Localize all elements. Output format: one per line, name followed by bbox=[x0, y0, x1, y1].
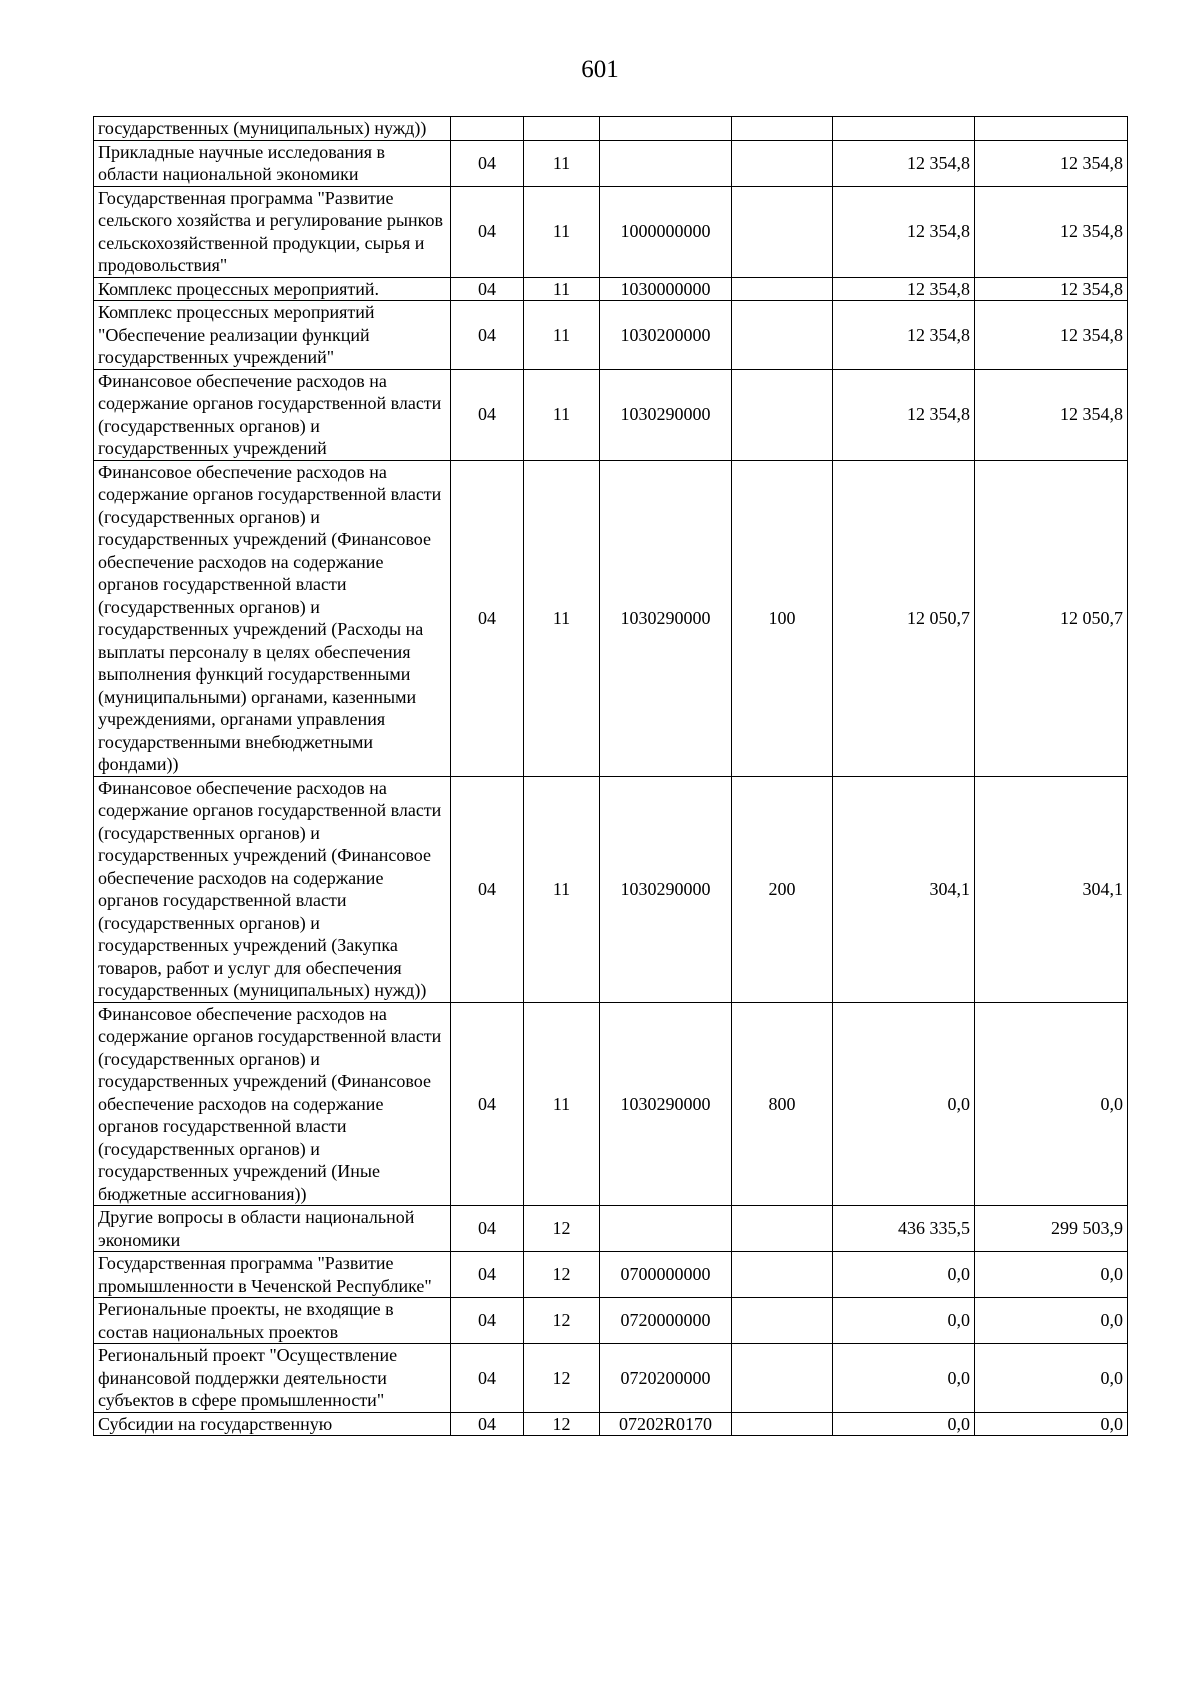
cell-target-article bbox=[600, 140, 732, 186]
cell-expense-type bbox=[732, 301, 833, 370]
table-row bbox=[94, 1298, 1128, 1344]
cell-section: 04 bbox=[451, 186, 524, 277]
cell-name: Региональный проект "Осуществление финансовой поддержки деятельности субъектов в сфере промышленности" bbox=[94, 1344, 451, 1413]
cell-amount-2: 12 354,8 bbox=[975, 301, 1128, 370]
cell-target-article: 1030290000 bbox=[600, 369, 732, 460]
cell-amount-1: 436 335,5 bbox=[833, 1206, 975, 1252]
cell-target-article: 0720000000 bbox=[600, 1298, 732, 1344]
cell-amount-1: 304,1 bbox=[833, 776, 975, 1002]
cell-expense-type bbox=[732, 186, 833, 277]
cell-section bbox=[451, 117, 524, 141]
cell-expense-type: 200 bbox=[732, 776, 833, 1002]
table-row bbox=[94, 1252, 1128, 1298]
cell-subsection: 11 bbox=[524, 1002, 600, 1206]
cell-section: 04 bbox=[451, 776, 524, 1002]
cell-name: Комплекс процессных мероприятий. bbox=[94, 277, 451, 301]
cell-amount-1: 12 354,8 bbox=[833, 186, 975, 277]
cell-section: 04 bbox=[451, 1298, 524, 1344]
cell-amount-2: 0,0 bbox=[975, 1002, 1128, 1206]
cell-target-article: 1030290000 bbox=[600, 776, 732, 1002]
cell-target-article: 1030200000 bbox=[600, 301, 732, 370]
table-row bbox=[94, 1206, 1128, 1252]
cell-section: 04 bbox=[451, 140, 524, 186]
cell-subsection: 11 bbox=[524, 369, 600, 460]
cell-amount-1: 0,0 bbox=[833, 1252, 975, 1298]
cell-amount-1: 12 354,8 bbox=[833, 277, 975, 301]
cell-name: Финансовое обеспечение расходов на содержание органов государственной власти (государственных органов) и государственных учреждений (Финансовое обеспечение расходов на содержание органов государственной власти (государственных органов) и государственных учреждений (Расходы на выплаты персоналу в целях обеспечения выполнения функций государственными (муниципальными) органами, казенными учреждениями, органами управления государственными внебюджетными фондами)) bbox=[94, 460, 451, 776]
table-body bbox=[94, 117, 1128, 1436]
cell-subsection bbox=[524, 117, 600, 141]
cell-subsection: 11 bbox=[524, 460, 600, 776]
cell-target-article: 1030290000 bbox=[600, 460, 732, 776]
cell-subsection: 11 bbox=[524, 277, 600, 301]
cell-name: Региональные проекты, не входящие в состав национальных проектов bbox=[94, 1298, 451, 1344]
cell-expense-type bbox=[732, 1298, 833, 1344]
cell-name: Финансовое обеспечение расходов на содержание органов государственной власти (государственных органов) и государственных учреждений (Финансовое обеспечение расходов на содержание органов государственной власти (государственных органов) и государственных учреждений (Иные бюджетные ассигнования)) bbox=[94, 1002, 451, 1206]
cell-section: 04 bbox=[451, 1344, 524, 1413]
cell-name: Другие вопросы в области национальной экономики bbox=[94, 1206, 451, 1252]
cell-expense-type: 800 bbox=[732, 1002, 833, 1206]
cell-expense-type bbox=[732, 1252, 833, 1298]
table-row bbox=[94, 460, 1128, 776]
cell-name: Государственная программа "Развитие промышленности в Чеченской Республике" bbox=[94, 1252, 451, 1298]
cell-section: 04 bbox=[451, 1412, 524, 1436]
cell-amount-2: 304,1 bbox=[975, 776, 1128, 1002]
cell-expense-type: 100 bbox=[732, 460, 833, 776]
table-row bbox=[94, 369, 1128, 460]
budget-table bbox=[93, 116, 1128, 1436]
cell-expense-type bbox=[732, 1206, 833, 1252]
cell-amount-2: 12 354,8 bbox=[975, 369, 1128, 460]
cell-target-article: 1030000000 bbox=[600, 277, 732, 301]
cell-section: 04 bbox=[451, 301, 524, 370]
cell-amount-2: 0,0 bbox=[975, 1298, 1128, 1344]
table-row bbox=[94, 186, 1128, 277]
cell-target-article: 1030290000 bbox=[600, 1002, 732, 1206]
table-row bbox=[94, 776, 1128, 1002]
cell-amount-1: 0,0 bbox=[833, 1002, 975, 1206]
cell-section: 04 bbox=[451, 369, 524, 460]
table-row bbox=[94, 301, 1128, 370]
cell-expense-type bbox=[732, 140, 833, 186]
cell-name: Государственная программа "Развитие сельского хозяйства и регулирование рынков сельскохозяйственной продукции, сырья и продовольствия" bbox=[94, 186, 451, 277]
cell-target-article: 0700000000 bbox=[600, 1252, 732, 1298]
cell-target-article bbox=[600, 1206, 732, 1252]
cell-amount-1: 12 354,8 bbox=[833, 369, 975, 460]
cell-amount-1: 0,0 bbox=[833, 1344, 975, 1413]
cell-section: 04 bbox=[451, 1252, 524, 1298]
cell-name: Финансовое обеспечение расходов на содержание органов государственной власти (государственных органов) и государственных учреждений (Финансовое обеспечение расходов на содержание органов государственной власти (государственных органов) и государственных учреждений (Закупка товаров, работ и услуг для обеспечения государственных (муниципальных) нужд)) bbox=[94, 776, 451, 1002]
cell-subsection: 12 bbox=[524, 1252, 600, 1298]
table-row bbox=[94, 277, 1128, 301]
table-row bbox=[94, 140, 1128, 186]
cell-subsection: 12 bbox=[524, 1412, 600, 1436]
cell-amount-1: 0,0 bbox=[833, 1298, 975, 1344]
table-row bbox=[94, 117, 1128, 141]
page-number: 601 bbox=[581, 56, 619, 83]
cell-amount-1: 12 354,8 bbox=[833, 301, 975, 370]
cell-expense-type bbox=[732, 1344, 833, 1413]
cell-subsection: 12 bbox=[524, 1344, 600, 1413]
cell-subsection: 11 bbox=[524, 186, 600, 277]
cell-amount-2: 0,0 bbox=[975, 1344, 1128, 1413]
cell-amount-2: 12 354,8 bbox=[975, 277, 1128, 301]
cell-amount-2: 12 050,7 bbox=[975, 460, 1128, 776]
cell-expense-type bbox=[732, 1412, 833, 1436]
cell-name: государственных (муниципальных) нужд)) bbox=[94, 117, 451, 141]
cell-expense-type bbox=[732, 277, 833, 301]
cell-subsection: 11 bbox=[524, 140, 600, 186]
cell-target-article: 0720200000 bbox=[600, 1344, 732, 1413]
cell-amount-2: 0,0 bbox=[975, 1412, 1128, 1436]
cell-amount-2: 299 503,9 bbox=[975, 1206, 1128, 1252]
cell-section: 04 bbox=[451, 1206, 524, 1252]
cell-subsection: 12 bbox=[524, 1298, 600, 1344]
cell-subsection: 11 bbox=[524, 301, 600, 370]
cell-amount-1: 12 354,8 bbox=[833, 140, 975, 186]
cell-name: Финансовое обеспечение расходов на содержание органов государственной власти (государственных органов) и государственных учреждений bbox=[94, 369, 451, 460]
cell-amount-2: 12 354,8 bbox=[975, 186, 1128, 277]
cell-section: 04 bbox=[451, 460, 524, 776]
cell-amount-1 bbox=[833, 117, 975, 141]
cell-target-article bbox=[600, 117, 732, 141]
cell-subsection: 12 bbox=[524, 1206, 600, 1252]
cell-section: 04 bbox=[451, 1002, 524, 1206]
cell-amount-2 bbox=[975, 117, 1128, 141]
cell-subsection: 11 bbox=[524, 776, 600, 1002]
cell-name: Прикладные научные исследования в области национальной экономики bbox=[94, 140, 451, 186]
cell-amount-1: 12 050,7 bbox=[833, 460, 975, 776]
cell-expense-type bbox=[732, 369, 833, 460]
cell-name: Субсидии на государственную bbox=[94, 1412, 451, 1436]
cell-amount-2: 12 354,8 bbox=[975, 140, 1128, 186]
table-row bbox=[94, 1344, 1128, 1413]
cell-name: Комплекс процессных мероприятий "Обеспечение реализации функций государственных учреждений" bbox=[94, 301, 451, 370]
cell-target-article: 07202R0170 bbox=[600, 1412, 732, 1436]
table-row bbox=[94, 1002, 1128, 1206]
cell-target-article: 1000000000 bbox=[600, 186, 732, 277]
table-row bbox=[94, 1412, 1128, 1436]
cell-section: 04 bbox=[451, 277, 524, 301]
cell-amount-2: 0,0 bbox=[975, 1252, 1128, 1298]
cell-expense-type bbox=[732, 117, 833, 141]
cell-amount-1: 0,0 bbox=[833, 1412, 975, 1436]
